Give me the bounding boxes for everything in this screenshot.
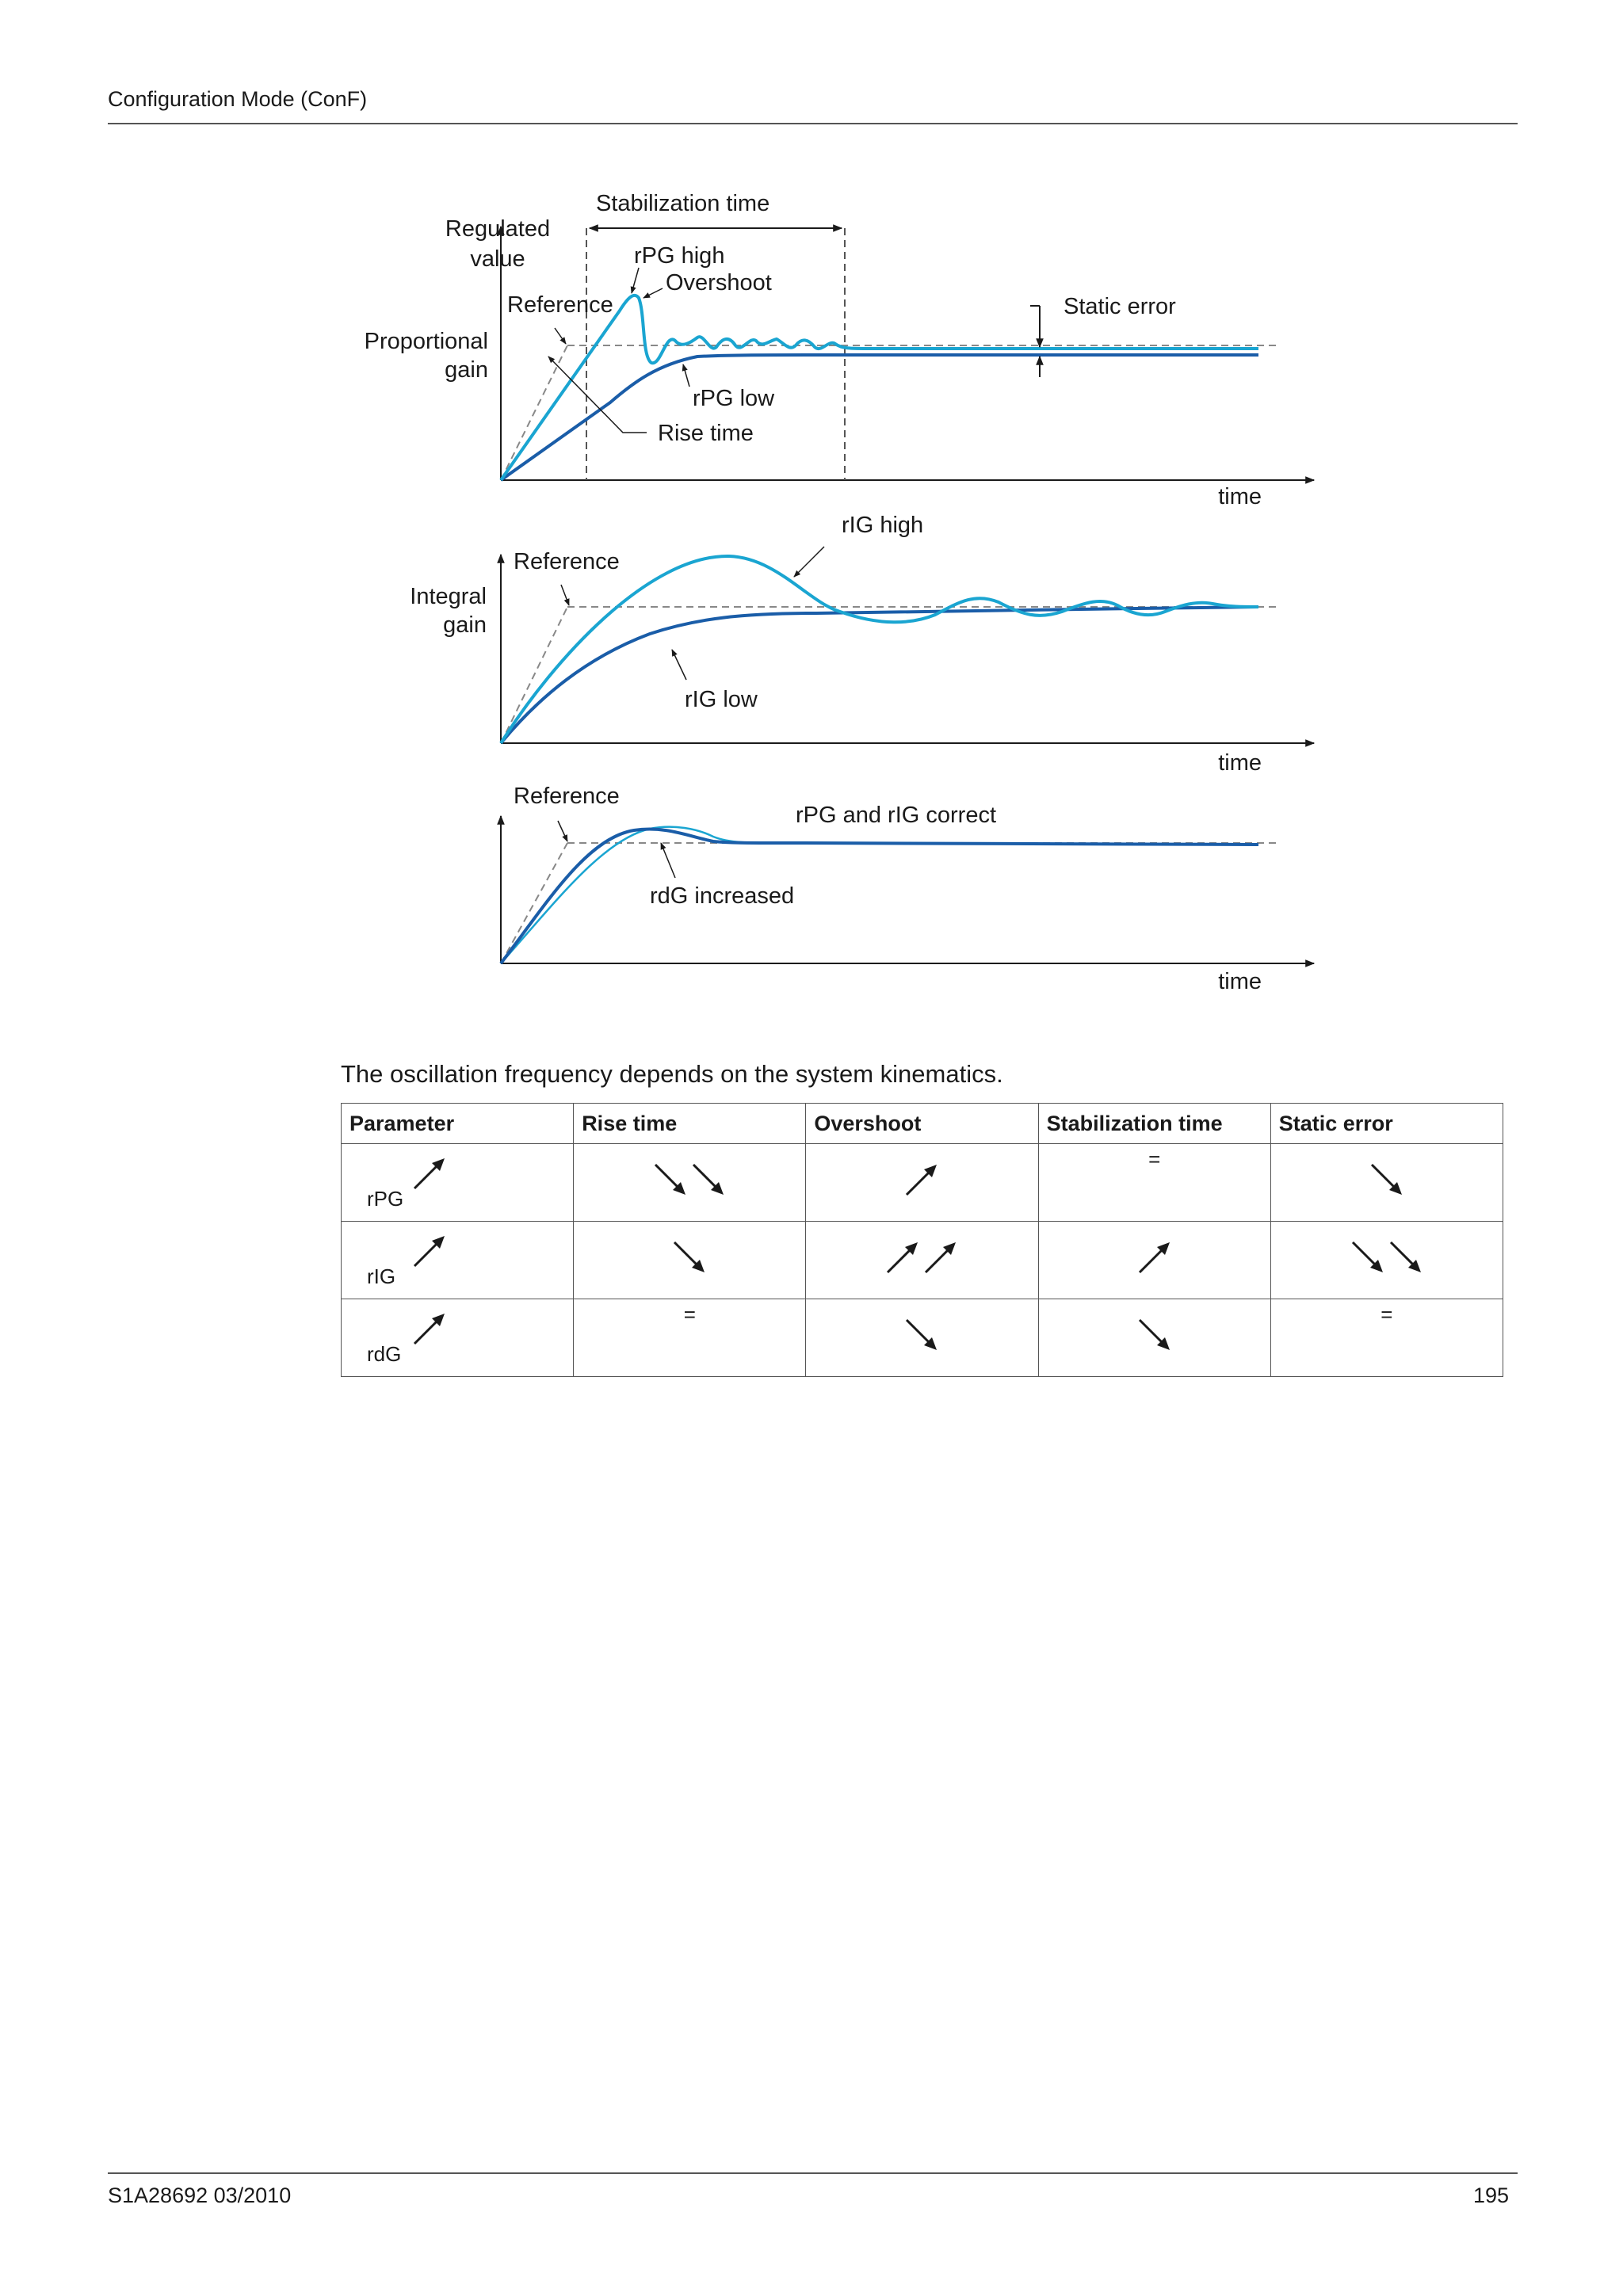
column-header: Parameter — [342, 1104, 574, 1144]
arrow-up-icon — [411, 1233, 448, 1269]
pid-response-figure — [0, 0, 1623, 1030]
parameter-name: rIG — [367, 1264, 396, 1288]
arrow-up-icon — [411, 1155, 448, 1192]
rig-high-callout — [794, 547, 824, 577]
parameter-increase-icon — [411, 1155, 448, 1196]
table-row — [342, 1299, 1503, 1377]
down-icon — [806, 1317, 1037, 1353]
effect-cell — [574, 1222, 806, 1299]
effect-cell — [1270, 1144, 1503, 1222]
page-number: 195 — [1472, 2183, 1509, 2207]
rpg-high-curve — [501, 296, 1258, 480]
down-down-icon — [1271, 1239, 1503, 1276]
column-header: Stabilization time — [1038, 1104, 1270, 1144]
x-axis-label: time — [1218, 750, 1262, 776]
arrow-down-icon — [1369, 1161, 1405, 1198]
overshoot-label: Overshoot — [666, 270, 772, 296]
reference-label: Reference — [514, 784, 620, 809]
integral-gain-label-2: gain — [443, 612, 487, 638]
document-id: S1A28692 03/2010 — [108, 2183, 292, 2207]
panel-derivative-gain — [501, 784, 1314, 994]
rpg-low-label: rPG low — [693, 386, 775, 411]
rig-low-curve — [501, 607, 1258, 743]
rdg-increased-label: rdG increased — [650, 883, 795, 909]
rpg-high-callout — [632, 268, 639, 293]
arrow-down-icon — [1136, 1317, 1173, 1353]
table-row — [342, 1144, 1503, 1222]
up-icon — [1039, 1239, 1270, 1276]
table-row — [342, 1222, 1503, 1299]
effect-cell — [806, 1299, 1038, 1377]
x-axis-label: time — [1218, 969, 1262, 994]
rdg-increased-curve — [501, 830, 1258, 963]
panel-proportional-gain — [365, 191, 1314, 509]
arrow-down-icon — [652, 1161, 689, 1198]
down-icon — [1039, 1317, 1270, 1353]
rise-time-callout — [548, 357, 647, 433]
reference-ramp — [501, 607, 567, 743]
reference-ramp — [501, 843, 567, 963]
effect-cell — [1270, 1299, 1503, 1377]
proportional-gain-label-1: Proportional — [364, 329, 488, 354]
running-header: Configuration Mode (ConF) — [108, 87, 368, 111]
y-label-line2: value — [470, 246, 525, 272]
arrow-up-icon — [922, 1239, 959, 1276]
column-header: Static error — [1270, 1104, 1503, 1144]
overshoot-callout — [643, 288, 663, 298]
stabilization-time-label: Stabilization time — [596, 191, 770, 216]
arrow-down-icon — [671, 1239, 708, 1276]
parameter-cell — [342, 1222, 574, 1299]
effect-cell — [1038, 1299, 1270, 1377]
reference-callout — [555, 328, 566, 344]
arrow-up-icon — [1136, 1239, 1173, 1276]
down-down-icon — [574, 1161, 805, 1198]
effect-cell — [574, 1144, 806, 1222]
rdg-increased-callout — [661, 843, 675, 878]
parameter-increase-icon — [411, 1233, 448, 1273]
parameter-effects-table — [341, 1103, 1503, 1377]
rpg-rig-correct-curve — [501, 827, 1258, 963]
rise-time-label: Rise time — [658, 421, 754, 446]
column-header: Rise time — [574, 1104, 806, 1144]
reference-callout — [561, 585, 569, 605]
unchanged-symbol: = — [1148, 1147, 1161, 1171]
parameter-increase-icon — [411, 1310, 448, 1351]
up-up-icon — [806, 1239, 1037, 1276]
effect-cell — [1270, 1222, 1503, 1299]
footer-rule — [108, 2172, 1518, 2174]
down-icon — [1271, 1161, 1503, 1198]
arrow-down-icon — [690, 1161, 727, 1198]
effect-cell — [806, 1144, 1038, 1222]
column-header: Overshoot — [806, 1104, 1038, 1144]
arrow-down-icon — [1388, 1239, 1424, 1276]
rpg-low-callout — [683, 364, 689, 387]
effect-cell — [806, 1222, 1038, 1299]
parameter-cell — [342, 1144, 574, 1222]
effect-cell — [574, 1299, 806, 1377]
rpg-low-curve — [501, 355, 1258, 480]
reference-label: Reference — [507, 292, 613, 318]
arrow-up-icon — [903, 1161, 940, 1198]
rig-high-label: rIG high — [842, 513, 924, 538]
arrow-up-icon — [884, 1239, 921, 1276]
effect-cell — [1038, 1222, 1270, 1299]
x-axis-label: time — [1218, 484, 1262, 509]
parameter-name: rdG — [367, 1342, 402, 1366]
parameter-name: rPG — [367, 1187, 404, 1211]
arrow-down-icon — [1350, 1239, 1386, 1276]
integral-gain-label-1: Integral — [410, 584, 487, 609]
arrow-up-icon — [411, 1310, 448, 1347]
parameter-cell — [342, 1299, 574, 1377]
rig-low-callout — [672, 650, 686, 680]
unchanged-symbol: = — [683, 1302, 696, 1326]
up-icon — [806, 1161, 1037, 1198]
rig-low-label: rIG low — [685, 687, 758, 712]
rpg-high-label: rPG high — [634, 243, 725, 269]
down-icon — [574, 1239, 805, 1276]
proportional-gain-label-2: gain — [445, 357, 488, 383]
reference-callout — [558, 821, 567, 841]
panel-integral-gain — [410, 513, 1314, 776]
reference-label: Reference — [514, 549, 620, 574]
arrow-down-icon — [903, 1317, 940, 1353]
rpg-rig-correct-label: rPG and rIG correct — [796, 803, 997, 828]
static-error-label: Static error — [1064, 294, 1176, 319]
y-label-line1: Regulated — [445, 216, 551, 242]
unchanged-symbol: = — [1381, 1302, 1393, 1326]
caption: The oscillation frequency depends on the system kinematics. — [341, 1060, 1003, 1088]
table-header-row — [342, 1104, 1503, 1144]
effect-cell — [1038, 1144, 1270, 1222]
